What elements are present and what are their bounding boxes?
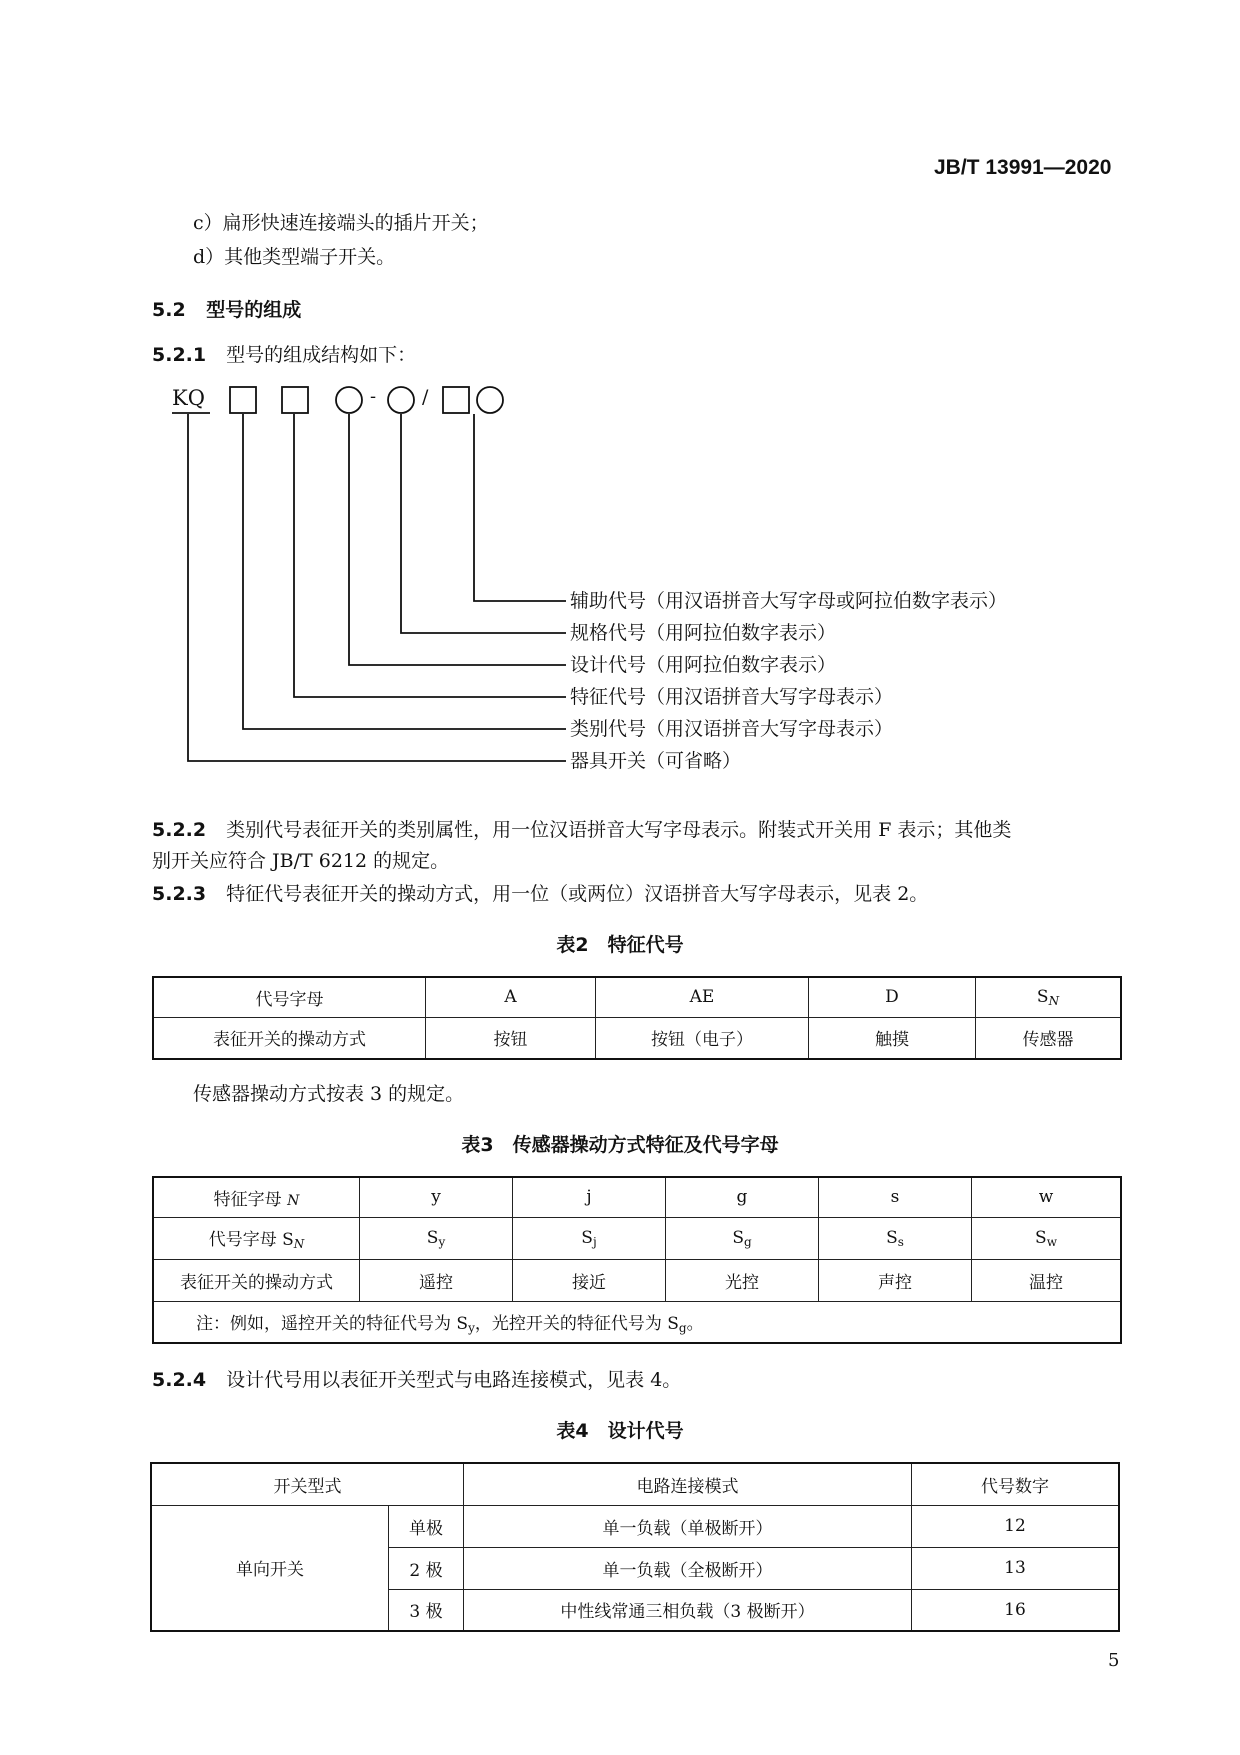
clause-text: 特征代号表征开关的操动方式，用一位（或两位）汉语拼音大写字母表示，见表 2。 [226,883,929,905]
table3 [152,1176,1122,1344]
table4-group: 单向开关 [151,1505,389,1631]
table2 [152,976,1122,1060]
table4-cell: 16 [912,1589,1120,1631]
table2-cell: A [426,977,596,1017]
leader-design [349,414,566,665]
table4-cell: 单一负载（单极断开） [464,1505,912,1547]
clause-text: 设计代号用以表征开关型式与电路连接模式，见表 4。 [226,1369,682,1391]
table4-header-number: 代号数字 [912,1463,1120,1505]
clause-5-2-3 [152,882,928,906]
page-number: 5 [1108,1650,1120,1671]
category-box [230,387,256,413]
diagram-label-prefix: 器具开关（可省略） [570,750,742,772]
table4-header-mode: 电路连接模式 [464,1463,912,1505]
table3-note: 注：例如，遥控开关的特征代号为 $S_y$，光控开关的特征代号为 $S_g$。 [153,1301,1121,1343]
table4-cell: 单一负载（全极断开） [464,1547,912,1589]
design-circle [336,387,362,413]
section-title: 型号的组成 [206,299,302,321]
diagram-label-category: 类别代号（用汉语拼音大写字母表示） [570,718,894,740]
list-item: c）扁形快速连接端头的插片开关； [193,212,489,234]
clause-5-2-4 [152,1368,681,1392]
clause-text: 类别代号表征开关的类别属性，用一位汉语拼音大写字母表示。附装式开关用 F 表示；其他类 [226,819,1012,841]
clause-number: 5.2.1 [152,344,207,366]
diagram-label-auxiliary: 辅助代号（用汉语拼音大写字母或阿拉伯数字表示） [570,590,1008,612]
list-item: d）其他类型端子开关。 [193,246,396,268]
auxiliary-circle [477,387,503,413]
table3-cell: $S_j$ [513,1217,666,1259]
section-number: 5.2 [152,299,186,321]
clause-5-2-2-cont: 别开关应符合 JB/T 6212 的规定。 [152,850,450,872]
table3-caption: 表3 传感器操动方式特征及代号字母 [461,1134,779,1156]
diagram-label-design: 设计代号（用阿拉伯数字表示） [570,654,837,676]
table4-cell: 单极 [389,1505,464,1547]
table3-cell: 光控 [666,1259,819,1301]
table2-cell: 按钮 [426,1017,596,1059]
table3-cell: 温控 [972,1259,1122,1301]
paragraph-sensor: 传感器操动方式按表 3 的规定。 [193,1083,465,1105]
table3-cell: 声控 [819,1259,972,1301]
clause-number: 5.2.3 [152,883,207,905]
standard-number: JB/T 13991—2020 [934,156,1112,179]
spec-circle [388,387,414,413]
clause-number: 5.2.4 [152,1369,207,1391]
table2-cell: AE [596,977,809,1017]
table3-cell: w [972,1177,1122,1217]
table2-cell: 按钮（电子） [596,1017,809,1059]
table2-cell: $S_N$ [976,977,1122,1017]
diagram-label-spec: 规格代号（用阿拉伯数字表示） [570,622,837,644]
table3-cell: j [513,1177,666,1217]
table3-cell: $S_g$ [666,1217,819,1259]
table4-caption: 表4 设计代号 [556,1420,684,1442]
table3-row1-label: 特征字母 N [153,1177,360,1217]
clause-5-2-2 [152,818,1011,842]
table3-cell: g [666,1177,819,1217]
clause-text: 型号的组成结构如下： [226,344,417,366]
table3-cell: y [360,1177,513,1217]
table4 [150,1462,1120,1632]
table2-cell: D [809,977,976,1017]
table3-cell: s [819,1177,972,1217]
model-dash: - [370,386,377,407]
table3-cell: $S_w$ [972,1217,1122,1259]
leader-category [243,414,566,729]
model-slash: / [422,386,429,408]
table3-cell: $S_y$ [360,1217,513,1259]
table3-cell: $S_s$ [819,1217,972,1259]
table4-header-type: 开关型式 [151,1463,464,1505]
table3-cell: 遥控 [360,1259,513,1301]
table4-cell: 2 极 [389,1547,464,1589]
clause-number: 5.2.2 [152,819,207,841]
table2-cell: 传感器 [976,1017,1122,1059]
diagram-label-feature: 特征代号（用汉语拼音大写字母表示） [570,686,894,708]
table4-cell: 中性线常通三相负载（3 极断开） [464,1589,912,1631]
feature-box [282,387,308,413]
table4-cell: 12 [912,1505,1120,1547]
table2-cell: 触摸 [809,1017,976,1059]
table2-caption: 表2 特征代号 [556,934,684,956]
leader-auxiliary [474,414,566,601]
table2-row2-label: 表征开关的操动方式 [153,1017,426,1059]
table2-row1-label: 代号字母 [153,977,426,1017]
model-prefix: KQ [172,386,205,410]
leader-prefix [188,414,566,761]
table4-cell: 3 极 [389,1589,464,1631]
auxiliary-box [443,387,469,413]
table3-row3-label: 表征开关的操动方式 [153,1259,360,1301]
leader-feature [294,414,566,697]
table3-cell: 接近 [513,1259,666,1301]
table4-cell: 13 [912,1547,1120,1589]
table3-row2-label: 代号字母 $S_N$ [153,1217,360,1259]
